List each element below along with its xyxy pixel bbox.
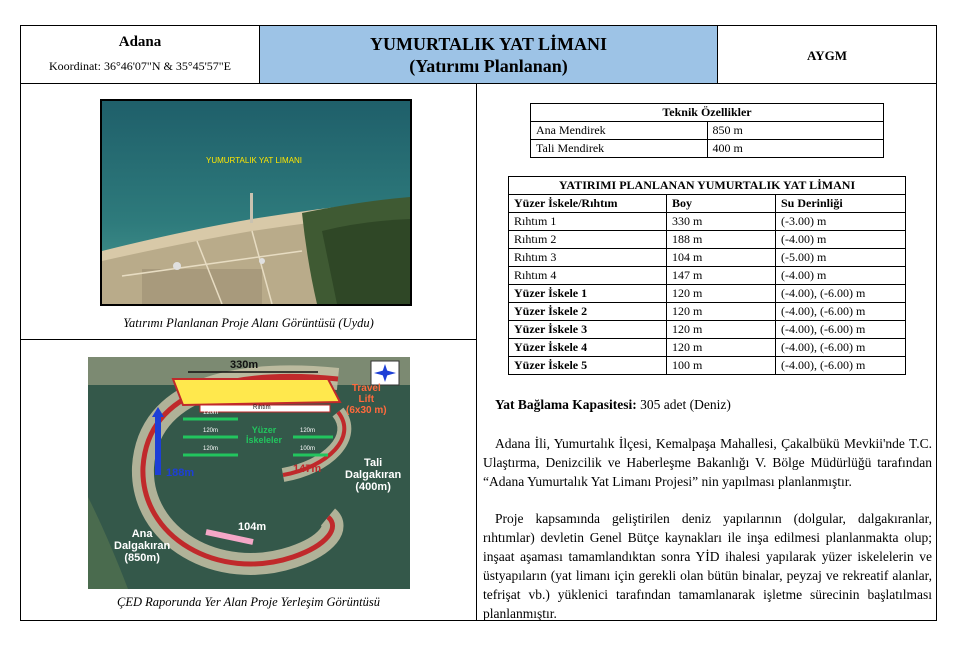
row-boy: 120 m	[667, 339, 776, 357]
row-depth: (-4.00), (-6.00) m	[776, 357, 906, 375]
satellite-cell	[21, 84, 476, 340]
capacity-value: 305 adet (Deniz)	[640, 397, 731, 412]
row-depth: (-4.00), (-6.00) m	[776, 339, 906, 357]
row-depth: (-4.00), (-6.00) m	[776, 285, 906, 303]
left-column	[21, 84, 477, 620]
right-column	[477, 84, 936, 620]
city-name: Adana	[118, 34, 162, 50]
travel-lift-line1: Travel	[351, 383, 381, 394]
row-boy: 104 m	[667, 249, 776, 267]
row-name: Rıhtım 3	[509, 249, 667, 267]
row-boy: 330 m	[667, 213, 776, 231]
satellite-caption: Yatırımı Planlanan Proje Alanı Görüntüsü (Uydu)	[123, 316, 374, 330]
plan-cell	[21, 340, 476, 620]
tali-line1: Tali	[364, 457, 383, 469]
label-pier-1: 120m	[203, 410, 219, 416]
paragraph-1: Adana İli, Yumurtalık İlçesi, Kemalpaşa Mahallesi, Çakalbükü Mevkii'nde T.C. Ulaştırma, Denizcilik ve Haberleşme Bakanlığı V. Bölge Müdürlüğü tarafından “Adana Yumurtalık Yat Limanı Projesi” nin yapılması planlanmıştır.	[483, 436, 932, 489]
header-org: AYGM	[718, 26, 936, 84]
row-name: Rıhtım 1	[509, 213, 667, 231]
label-147: 147m	[293, 463, 322, 475]
table-row	[509, 285, 906, 303]
row-name: Yüzer İskele 3	[509, 321, 667, 339]
label-pier-3: 120m	[203, 446, 219, 452]
title-line-1: YUMURTALIK YAT LİMANI	[369, 34, 608, 54]
header-title	[260, 26, 718, 84]
label-yuzer-iskeleler	[246, 425, 282, 445]
row-depth: (-4.00), (-6.00) m	[776, 321, 906, 339]
row-boy: 120 m	[667, 303, 776, 321]
row-depth: (-4.00) m	[776, 231, 906, 249]
table-row	[509, 339, 906, 357]
row-depth: (-3.00) m	[776, 213, 906, 231]
label-ana	[114, 528, 170, 564]
plan-image	[88, 357, 410, 589]
tech-value: 850 m	[707, 122, 884, 140]
tech-name: Tali Mendirek	[531, 140, 708, 158]
label-330: 330m	[230, 359, 259, 371]
row-depth: (-4.00), (-6.00) m	[776, 303, 906, 321]
table-row	[509, 231, 906, 249]
row-name: Yüzer İskele 5	[509, 357, 667, 375]
col-header-depth: Su Derinliği	[776, 195, 906, 213]
label-pier-5: 100m	[300, 446, 316, 452]
label-104: 104m	[238, 521, 267, 533]
row-name: Rıhtım 4	[509, 267, 667, 285]
tali-line2: Dalgakıran	[345, 469, 402, 481]
planned-title: YATIRIMI PLANLANAN YUMURTALIK YAT LİMANI	[509, 177, 906, 195]
satellite-image	[100, 99, 412, 306]
planned-table	[508, 176, 906, 375]
row-name: Yüzer İskele 4	[509, 339, 667, 357]
label-tali	[345, 457, 401, 493]
tali-line3: (400m)	[355, 481, 391, 493]
row-name: Rıhtım 2	[509, 231, 667, 249]
table-row	[509, 249, 906, 267]
plan-caption: ÇED Raporunda Yer Alan Proje Yerleşim Görüntüsü	[117, 595, 380, 609]
table-row	[531, 140, 884, 158]
label-rihtim: Rıhtım	[253, 405, 271, 411]
technical-table	[530, 103, 884, 158]
table-row	[509, 357, 906, 375]
col-header-name: Yüzer İskele/Rıhtım	[509, 195, 667, 213]
yuzer-line1: Yüzer	[251, 425, 277, 435]
table-row	[509, 213, 906, 231]
satellite-label: YUMURTALIK YAT LIMANI	[206, 156, 303, 165]
technical-title: Teknik Özellikler	[531, 104, 884, 122]
travel-lift-line2: Lift	[358, 394, 375, 405]
row-depth: (-5.00) m	[776, 249, 906, 267]
ana-line2: Dalgakıran	[114, 540, 171, 552]
row-name: Yüzer İskele 1	[509, 285, 667, 303]
row-boy: 120 m	[667, 321, 776, 339]
page-frame	[20, 25, 937, 621]
label-188: 188m	[166, 467, 195, 479]
label-pier-4: 120m	[300, 428, 316, 434]
col-header-boy: Boy	[667, 195, 776, 213]
row-boy: 147 m	[667, 267, 776, 285]
coordinates: Koordinat: 36°46'07"N & 35°45'57"E	[48, 59, 232, 73]
table-row	[509, 321, 906, 339]
tech-value: 400 m	[707, 140, 884, 158]
row-depth: (-4.00) m	[776, 267, 906, 285]
title-line-2: (Yatırımı Planlanan)	[409, 56, 568, 76]
table-row	[531, 122, 884, 140]
capacity	[495, 397, 731, 413]
paragraph-2: Proje kapsamında geliştirilen deniz yapılarının (dolgular, dalgakıranlar, rıhtımlar) devletin Genel Bütçe kaynakları ile inşa edilmesi planlanmakta olup; inşaat aşaması tamamlandıktan sonra YİD ihalesi yapılarak yüzer iskelelerin ve üstyapıların (yat limanı için gerekli olan bütün binalar, peyzaj ve rekreatif alanlar, tefrişat vb.) yüklenici tarafından tamamlanarak işletme sürecinin başlatılması planlanmıştır.	[483, 511, 932, 621]
label-pier-2: 120m	[203, 428, 219, 434]
row-boy: 188 m	[667, 231, 776, 249]
table-row	[509, 303, 906, 321]
ana-line1: Ana	[131, 528, 153, 540]
capacity-label: Yat Bağlama Kapasitesi:	[495, 397, 637, 412]
header-location	[21, 26, 260, 84]
row-boy: 100 m	[667, 357, 776, 375]
label-travel-lift	[346, 383, 387, 416]
row-boy: 120 m	[667, 285, 776, 303]
satellite-picture	[102, 101, 410, 304]
ana-line3: (850m)	[124, 552, 160, 564]
tech-name: Ana Mendirek	[531, 122, 708, 140]
row-name: Yüzer İskele 2	[509, 303, 667, 321]
table-row	[509, 267, 906, 285]
travel-lift-line3: (6x30 m)	[346, 405, 387, 416]
yuzer-line2: İskeleler	[246, 435, 283, 445]
